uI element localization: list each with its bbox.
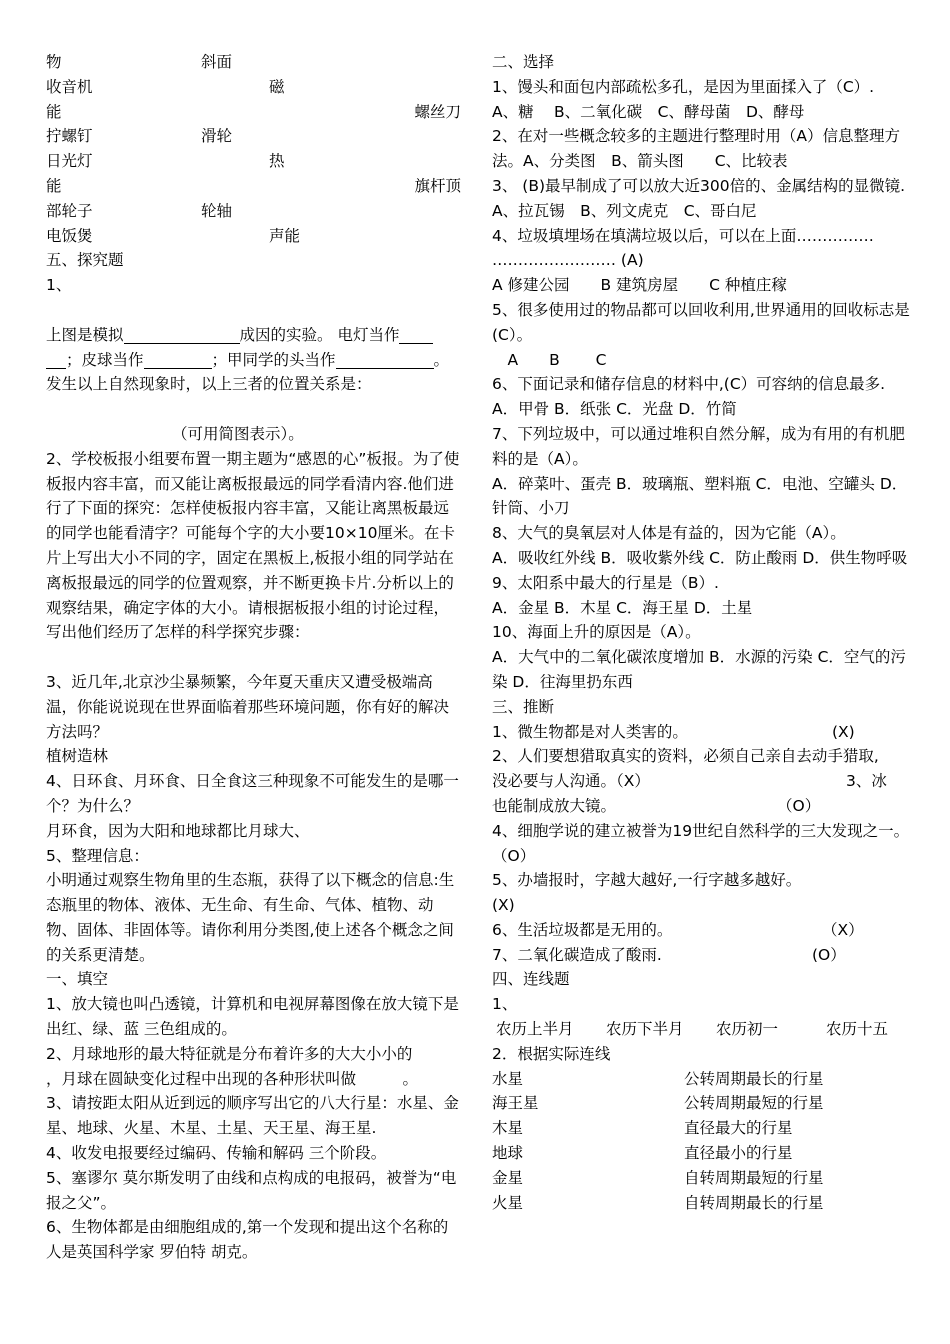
match-row — [46, 199, 461, 224]
planet-property: 公转周期最长的行星 — [684, 1069, 824, 1088]
section-title: 三、推断 — [492, 697, 555, 716]
match-word: 能 — [46, 176, 62, 195]
judge-question: 1、微生物都是对人类害的。 (X) — [492, 720, 910, 745]
answer-blank[interactable] — [399, 326, 433, 344]
question-text: 3、近几年,北京沙尘暴频繁，今年夏天重庆又遭受极端高温，你能说说现在世界面临着那些环境问题，你有好的解决方法吗？ — [46, 672, 450, 741]
question-text: （可用简图表示）。 — [172, 424, 304, 443]
match-word: 滑轮 — [201, 127, 233, 146]
judge-mark: （O） — [777, 796, 821, 815]
match-items-row — [492, 1017, 910, 1042]
match-word: 日光灯 — [46, 152, 93, 171]
choice-question: 2、在对一些概念较多的主题进行整理时用（A）信息整理方法。A、分类图 B、箭头图 C、比较表 — [492, 127, 900, 171]
fill-question: 6、生物体都是由细胞组成的,第一个发现和提出这个名称的人是英国科学家 罗伯特 胡克。 — [46, 1218, 449, 1262]
answer-text: 月环食，因为大阳和地球都比月球大、 — [46, 821, 310, 840]
judge-mark: (X) — [832, 722, 855, 741]
choice-question: …………………… (A) — [492, 251, 644, 270]
choice-options: A 修建公园 B 建筑房屋 C 种植庄稼 — [492, 276, 787, 295]
match-word: 螺丝刀 — [414, 102, 461, 121]
planet-match-row — [492, 1067, 910, 1092]
fill-blank-line: 上图是模拟 成因的实验。 电灯当作 — [46, 323, 461, 348]
choice-options: A．吸收红外线 B．吸收紫外线 C．防止酸雨 D．供生物呼吸 — [492, 548, 908, 567]
match-word: 轮轴 — [201, 201, 233, 220]
planet-name: 火星 — [492, 1193, 524, 1212]
match-word: 旗杆顶 — [414, 176, 461, 195]
planet-property: 公转周期最短的行星 — [684, 1094, 824, 1113]
question-text: 2．根据实际连线 — [492, 1044, 611, 1063]
planet-match-row — [492, 1091, 910, 1116]
answer-blank[interactable] — [144, 351, 212, 369]
judge-question: 也能制成放大镜。 （O） — [492, 794, 910, 819]
match-row — [46, 124, 461, 149]
choice-options: A．甲骨 B．纸张 C．光盘 D．竹简 — [492, 400, 737, 419]
answer-blank[interactable] — [336, 351, 434, 369]
right-column — [492, 50, 910, 1215]
choice-options: A．碎菜叶、蛋壳 B．玻璃瓶、塑料瓶 C．电池、空罐头 D．针筒、小刀 — [492, 474, 908, 518]
match-word: 热 — [269, 152, 285, 171]
match-row — [46, 224, 461, 249]
match-item: 农历上半月 — [496, 1020, 574, 1039]
match-word: 斜面 — [201, 53, 233, 71]
planet-name: 地球 — [492, 1144, 524, 1163]
judge-question: 6、生活垃圾都是无用的。 （X） — [492, 918, 910, 943]
fill-question: 4、收发电报要经过编码、传输和解码 三个阶段。 — [46, 1144, 387, 1163]
choice-question: 5、很多使用过的物品都可以回收利用,世界通用的回收标志是(C）。 — [492, 300, 910, 344]
choice-question: 8、大气的臭氧层对人体是有益的，因为它能（A）。 — [492, 524, 846, 543]
choice-question: 10、海面上升的原因是（A）。 — [492, 623, 701, 642]
judge-question: 没必要与人沟通。（X） 3、冰 — [492, 772, 887, 791]
planet-name: 水星 — [492, 1069, 524, 1088]
question-text: 小明通过观察生物角里的生态瓶，获得了以下概念的信息:生态瓶里的物体、液体、无生命、有生命、气体、植物、动物、固体、非固体等。请你利用分类图,使上述各个概念之间的关系更清楚。 — [46, 871, 455, 964]
choice-question: 1、馒头和面包内部疏松多孔，是因为里面揉入了（C）. — [492, 77, 875, 96]
match-word: 部轮子 — [46, 201, 93, 220]
match-word: 声能 — [269, 226, 301, 245]
question-number: 1、 — [46, 276, 72, 295]
planet-property: 自转周期最长的行星 — [684, 1193, 824, 1212]
choice-question: 9、太阳系中最大的行星是（B）. — [492, 573, 719, 592]
planet-match-row — [492, 1166, 910, 1191]
fill-question: 1、放大镜也叫凸透镜，计算机和电视屏幕图像在放大镜下是出红、绿、蓝 三色组成的。 — [46, 995, 459, 1039]
planet-name: 木星 — [492, 1119, 524, 1138]
planet-name: 金星 — [492, 1168, 524, 1187]
section-title: 二、选择 — [492, 53, 555, 71]
planet-match-table — [492, 1067, 910, 1216]
choice-question: 6、下面记录和储存信息的材料中,(C）可容纳的信息最多. — [492, 375, 886, 394]
question-text: 发生以上自然现象时，以上三者的位置关系是： — [46, 375, 372, 394]
planet-match-row — [492, 1116, 910, 1141]
section-title: 一、填空 — [46, 970, 109, 989]
planet-property: 直径最大的行星 — [684, 1119, 793, 1138]
match-word: 磁 — [269, 77, 285, 96]
judge-mark: (O） — [812, 945, 846, 964]
choice-options: A．大气中的二氧化碳浓度增加 B．水源的污染 C．空气的污染 D．往海里扔东西 — [492, 648, 906, 691]
planet-match-row — [492, 1141, 910, 1166]
answer-blank[interactable] — [46, 351, 66, 369]
match-item: 农历下半月 — [606, 1020, 684, 1039]
choice-options: A．金星 B．木星 C．海王星 D．土星 — [492, 598, 753, 617]
left-column — [46, 50, 461, 1265]
match-item: 农历十五 — [826, 1020, 889, 1039]
match-row — [46, 75, 461, 100]
question-text: 5、整理信息： — [46, 846, 149, 865]
match-item: 农历初一 — [716, 1020, 779, 1039]
judge-mark: (X) — [492, 896, 515, 915]
planet-property: 直径最小的行星 — [684, 1144, 793, 1163]
question-text: 2、学校板报小组要布置一期主题为“感恩的心”板报。为了使板报内容丰富，而又能让离板报最远的同学看清内容.他们进行了下面的探究：怎样使板报内容丰富，又能让离黑板最远的同学也能看清字？可能每个字的大小要10×10厘米。在卡片上写出大小不同的字，固定在黑板上,板报小组的同学站在离板报最远的同学的位置观察，并不断更换卡片.分析以上的观察结果，确定字体的大小。请根据板报小组的讨论过程，写出他们经历了怎样的科学探究步骤： — [46, 449, 460, 642]
question-number: 1、 — [492, 995, 518, 1014]
choice-question: 3、 (B)最早制成了可以放大近300倍的、金属结构的显微镜. — [492, 176, 906, 195]
matching-word-table — [46, 50, 461, 248]
judge-question: 7、二氧化碳造成了酸雨. (O） — [492, 943, 910, 968]
planet-property: 自转周期最短的行星 — [684, 1168, 824, 1187]
choice-options: A B C — [492, 350, 607, 369]
match-row — [46, 100, 461, 125]
match-row — [46, 50, 461, 75]
section-title: 五、探究题 — [46, 251, 124, 270]
image-placeholder — [46, 298, 461, 323]
fill-question: 2、月球地形的最大特征就是分布着许多的大大小小的 — [46, 1044, 413, 1063]
choice-options: A、糖 B、二氧化碳 C、酵母菌 D、酵母 — [492, 102, 805, 121]
planet-name: 海王星 — [492, 1094, 539, 1113]
judge-mark: （X） — [822, 920, 864, 939]
match-word: 能 — [46, 102, 62, 121]
judge-question: 4、细胞学说的建立被誉为19世纪自然科学的三大发现之一。（O） — [492, 821, 910, 865]
choice-question: 4、垃圾填埋场在填满垃圾以后，可以在上面…………… — [492, 226, 874, 245]
match-word: 电饭煲 — [46, 226, 93, 245]
answer-text: 植树造林 — [46, 747, 109, 766]
planet-match-row — [492, 1191, 910, 1216]
match-word: 收音机 — [46, 77, 93, 96]
match-row — [46, 149, 461, 174]
question-text: 4、日环食、月环食、日全食这三种现象不可能发生的是哪一个？为什么？ — [46, 772, 459, 815]
answer-blank[interactable] — [124, 326, 240, 344]
fill-blank-line: ；皮球当作 ；甲同学的头当作 。 — [46, 348, 461, 373]
match-row — [46, 174, 461, 199]
judge-question: 2、人们要想猎取真实的资料，必须自己亲自去动手猎取, — [492, 747, 879, 766]
fill-question: 3、请按距太阳从近到远的顺序写出它的八大行星：水星、金星、地球、火星、木星、土星、天王星、海王星. — [46, 1094, 459, 1138]
fill-question: ，月球在圆缺变化过程中出现的各种形状叫做 。 — [46, 1069, 419, 1088]
fill-question: 5、塞谬尔 莫尔斯发明了由线和点构成的电报码，被誉为“电报之父”。 — [46, 1168, 457, 1212]
match-word: 拧螺钉 — [46, 127, 93, 146]
judge-question: 5、办墙报时，字越大越好,一行字越多越好。 — [492, 871, 802, 890]
match-word: 物 — [46, 53, 62, 71]
section-title: 四、连线题 — [492, 970, 570, 989]
choice-options: A、拉瓦锡 B、列文虎克 C、哥白尼 — [492, 201, 757, 220]
choice-question: 7、下列垃圾中，可以通过堆积自然分解，成为有用的有机肥料的是（A）。 — [492, 424, 905, 468]
